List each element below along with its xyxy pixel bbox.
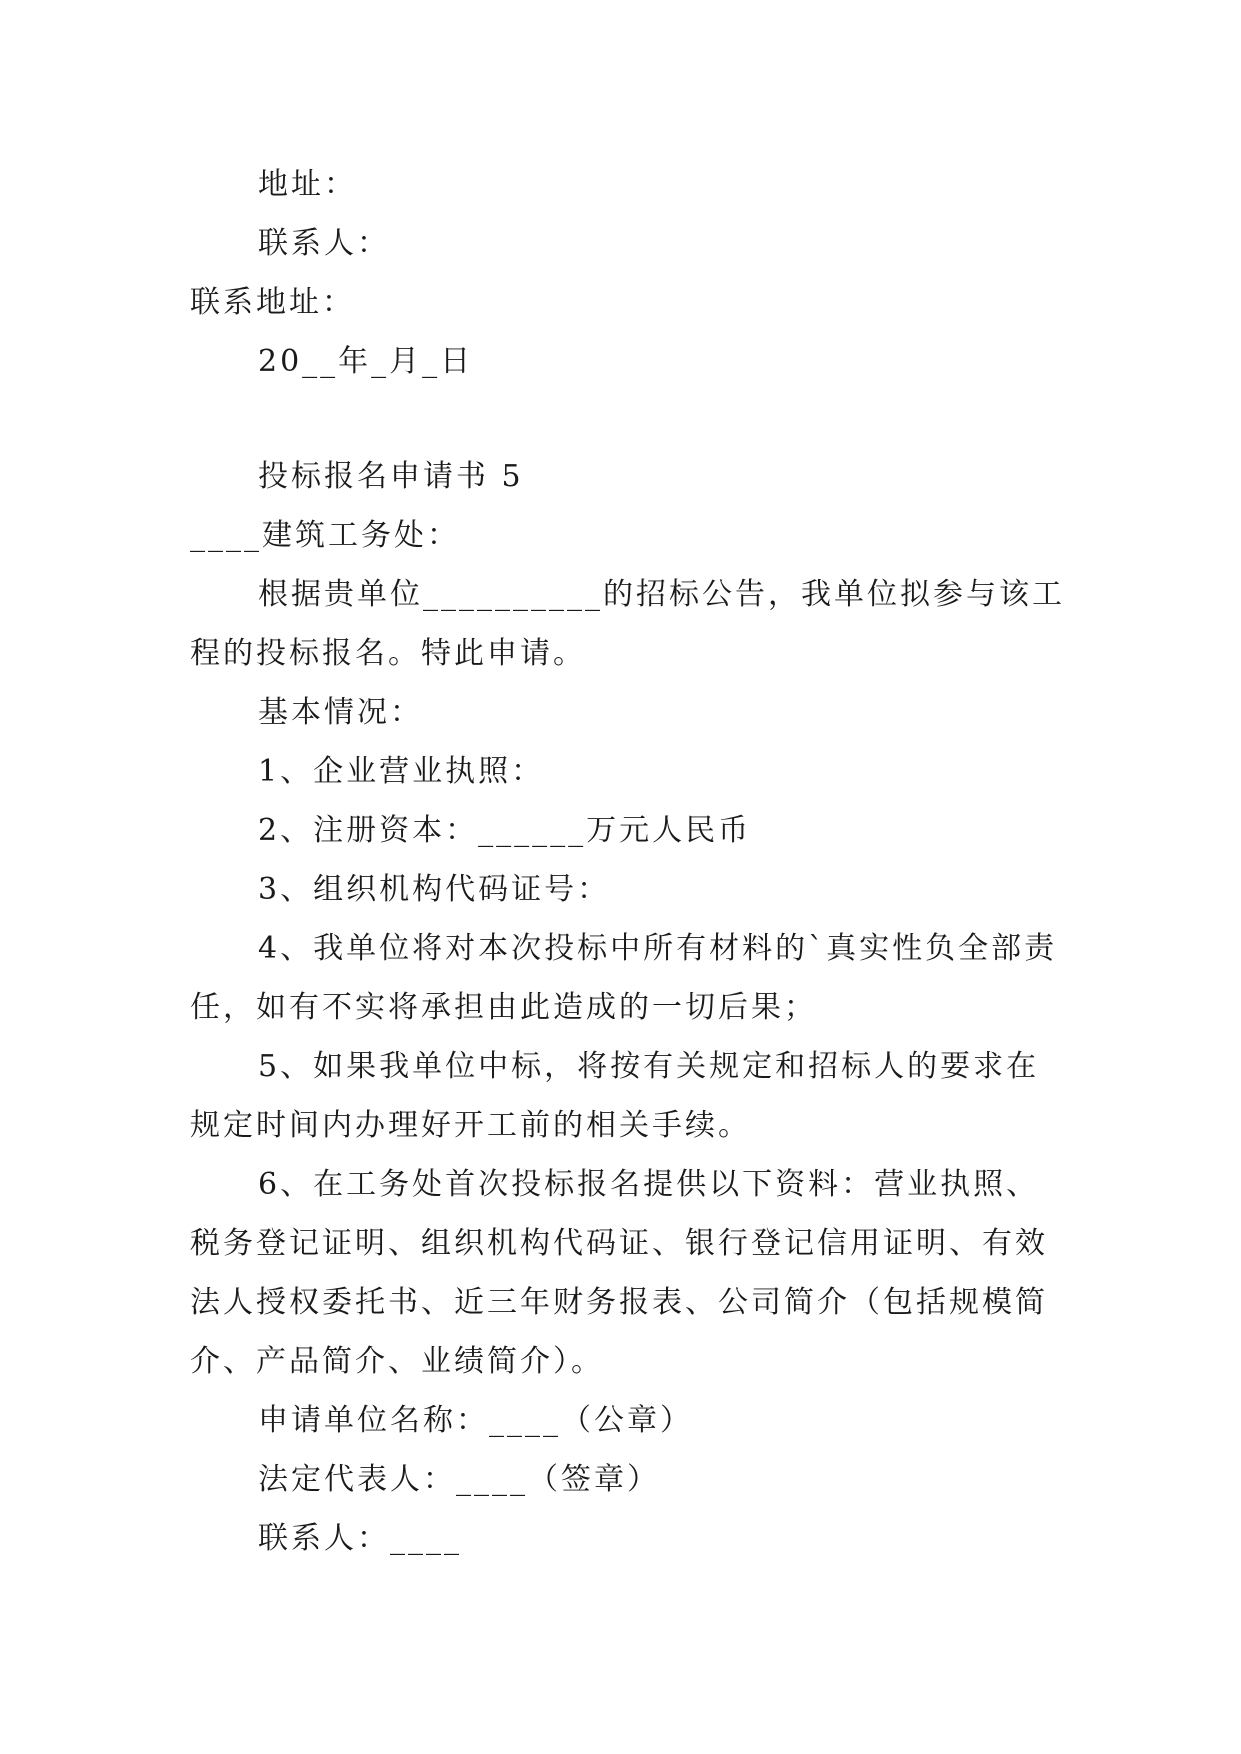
paragraph-intro-2: 程的投标报名。特此申请。 <box>190 636 586 671</box>
contact-person-signature-line: 联系人：____ <box>258 1521 462 1556</box>
applicant-name-line: 申请单位名称：____（公章） <box>258 1403 693 1438</box>
contact-address-line: 联系地址： <box>190 285 355 320</box>
date-line: 20__年_月_日 <box>258 344 474 379</box>
list-item-3: 3、组织机构代码证号： <box>258 872 611 907</box>
list-item-4-line-2: 任，如有不实将承担由此造成的一切后果； <box>190 990 817 1025</box>
basic-info-heading: 基本情况： <box>258 695 423 730</box>
paragraph-intro-1: 根据贵单位__________的招标公告，我单位拟参与该工 <box>258 577 1065 612</box>
list-item-2: 2、注册资本：______万元人民币 <box>258 813 752 848</box>
list-item-5-line-1: 5、如果我单位中标，将按有关规定和招标人的要求在 <box>258 1049 1040 1084</box>
list-item-6-line-2: 税务登记证明、组织机构代码证、银行登记信用证明、有效 <box>190 1226 1048 1261</box>
list-item-1: 1、企业营业执照： <box>258 754 545 789</box>
list-item-6-line-3: 法人授权委托书、近三年财务报表、公司简介（包括规模简 <box>190 1285 1048 1320</box>
list-item-5-line-2: 规定时间内办理好开工前的相关手续。 <box>190 1108 751 1143</box>
recipient-line: ____建筑工务处： <box>190 518 460 553</box>
address-line: 地址： <box>258 167 357 202</box>
contact-person-line: 联系人： <box>258 226 390 261</box>
list-item-4-line-1: 4、我单位将对本次投标中所有材料的`真实性负全部责 <box>258 931 1058 966</box>
legal-representative-line: 法定代表人：____（签章） <box>258 1462 660 1497</box>
section-title: 投标报名申请书 5 <box>258 459 524 494</box>
list-item-6-line-1: 6、在工务处首次投标报名提供以下资料：营业执照、 <box>258 1167 1040 1202</box>
list-item-6-line-4: 介、产品简介、业绩简介）。 <box>190 1344 604 1379</box>
